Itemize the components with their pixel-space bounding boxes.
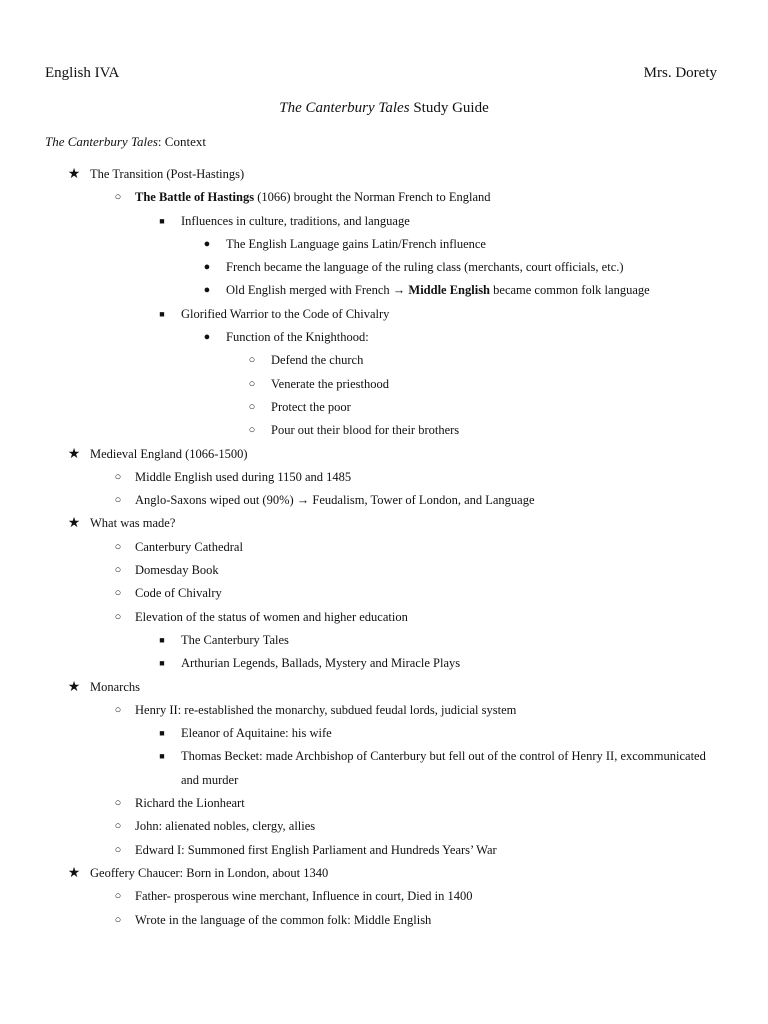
outline-item-text: [181, 722, 721, 745]
dot-bullet-icon: ●: [203, 284, 211, 297]
outline-item: [0, 186, 768, 209]
plain-text: French became the language of the ruling class (merchants, court officials, etc.): [226, 260, 624, 275]
square-bullet-icon: ■: [159, 308, 165, 319]
square-bullet-icon: ■: [159, 658, 165, 669]
outline-item: [0, 582, 768, 605]
circle-bullet-icon: ○: [114, 843, 122, 856]
outline-item-text: [271, 373, 768, 396]
plain-text: The Canterbury Tales: [181, 632, 289, 647]
plain-text: Father- prosperous wine merchant, Influence in court, Died in 1400: [135, 889, 473, 904]
outline-item: [0, 909, 768, 932]
circle-bullet-icon: ○: [114, 564, 122, 577]
outline-item: [0, 396, 768, 419]
plain-text: The English Language gains Latin/French influence: [226, 236, 486, 251]
plain-text: Pour out their blood for their brothers: [271, 423, 460, 438]
star-bullet-icon: ★: [67, 446, 81, 462]
plain-text: (1066) brought the Norman French to England: [254, 190, 491, 205]
circle-bullet-icon: ○: [114, 470, 122, 483]
outline-item-text: [135, 909, 675, 932]
plain-text: Influences in culture, traditions, and language: [181, 213, 410, 228]
circle-bullet-icon: ○: [114, 540, 122, 553]
plain-text: Old English merged with French →: [226, 283, 409, 298]
plain-text: Edward I: Summoned first English Parliament and Hundreds Years’ War: [135, 842, 497, 857]
outline-item-text: [226, 256, 766, 279]
plain-text: Middle English used during 1150 and 1485: [135, 469, 352, 484]
plain-text: Medieval England (1066-1500): [90, 446, 248, 461]
outline-item-text: [135, 536, 675, 559]
outline-item: [0, 885, 768, 908]
outline-item: [0, 629, 768, 652]
outline-item-text: [181, 303, 721, 326]
plain-text: Thomas Becket: made Archbishop of Canterbury but fell out of the control of Henry II, excommunicated and murder: [181, 749, 706, 787]
plain-text: Eleanor of Aquitaine: his wife: [181, 726, 332, 741]
outline-item-text: [135, 792, 675, 815]
teacher-name: Mrs. Dorety: [643, 65, 717, 81]
dot-bullet-icon: ●: [203, 331, 211, 344]
outline-item: [0, 512, 768, 535]
outline-item: [0, 489, 768, 512]
title-italic: The Canterbury Tales: [279, 100, 410, 116]
outline-item-text: [226, 279, 766, 302]
outline-item: [0, 303, 768, 326]
circle-bullet-icon: ○: [114, 890, 122, 903]
outline-item: [0, 466, 768, 489]
circle-bullet-icon: ○: [114, 494, 122, 507]
outline-item-text: [90, 443, 630, 466]
outline-item: [0, 862, 768, 885]
outline-item: [0, 745, 768, 792]
outline-item: [0, 373, 768, 396]
plain-text: Arthurian Legends, Ballads, Mystery and Miracle Plays: [181, 656, 461, 671]
section-heading: [45, 134, 206, 150]
outline-item: [0, 815, 768, 838]
square-bullet-icon: ■: [159, 751, 165, 762]
outline-item-text: [135, 559, 675, 582]
outline-item: [0, 233, 768, 256]
plain-text: Code of Chivalry: [135, 586, 222, 601]
circle-bullet-icon: ○: [114, 191, 122, 204]
course-name: English IVA: [45, 65, 120, 81]
circle-bullet-icon: ○: [114, 703, 122, 716]
outline-item-text: [135, 186, 675, 209]
outline-item: [0, 163, 768, 186]
circle-bullet-icon: ○: [114, 820, 122, 833]
outline-item: [0, 606, 768, 629]
circle-bullet-icon: ○: [114, 797, 122, 810]
star-bullet-icon: ★: [67, 865, 81, 881]
outline-item: [0, 210, 768, 233]
outline-item: [0, 792, 768, 815]
outline-item: [0, 722, 768, 745]
plain-text: Richard the Lionheart: [135, 796, 245, 811]
plain-text: Anglo-Saxons wiped out (90%) → Feudalism, Tower of London, and Language: [135, 493, 535, 508]
square-bullet-icon: ■: [159, 634, 165, 645]
plain-text: Function of the Knighthood:: [226, 330, 369, 345]
circle-bullet-icon: ○: [114, 587, 122, 600]
outline-item-text: [271, 419, 768, 442]
circle-bullet-icon: ○: [248, 424, 256, 437]
outline-item-text: [135, 606, 675, 629]
study-outline: [0, 163, 768, 932]
plain-text: Venerate the priesthood: [271, 376, 390, 391]
star-bullet-icon: ★: [67, 679, 81, 695]
section-heading-rest: : Context: [157, 134, 206, 149]
dot-bullet-icon: ●: [203, 237, 211, 250]
outline-item-text: [181, 210, 721, 233]
outline-item-text: [181, 652, 721, 675]
circle-bullet-icon: ○: [114, 610, 122, 623]
plain-text: Monarchs: [90, 679, 140, 694]
circle-bullet-icon: ○: [114, 913, 122, 926]
bold-term: Middle English: [408, 283, 491, 298]
section-heading-italic: The Canterbury Tales: [45, 134, 158, 149]
star-bullet-icon: ★: [67, 167, 81, 182]
outline-item-text: [135, 699, 675, 722]
plain-text: Protect the poor: [271, 399, 351, 414]
page-title: [0, 100, 768, 117]
square-bullet-icon: ■: [159, 728, 165, 739]
outline-item-text: [90, 676, 630, 699]
outline-item-text: [271, 349, 768, 372]
plain-text: Defend the church: [271, 353, 364, 368]
outline-item: [0, 349, 768, 372]
outline-item: [0, 652, 768, 675]
star-bullet-icon: ★: [67, 516, 81, 532]
outline-item: [0, 256, 768, 279]
plain-text: Elevation of the status of women and higher education: [135, 609, 408, 624]
outline-item: [0, 559, 768, 582]
circle-bullet-icon: ○: [248, 400, 256, 413]
outline-item-text: [90, 862, 630, 885]
outline-item-text: [226, 326, 766, 349]
title-rest: Study Guide: [409, 100, 489, 116]
outline-item: [0, 699, 768, 722]
outline-item: [0, 419, 768, 442]
outline-item-text: [135, 885, 675, 908]
square-bullet-icon: ■: [159, 215, 165, 226]
outline-item-text: [226, 233, 766, 256]
outline-item: [0, 279, 768, 302]
outline-item-text: [135, 489, 675, 512]
dot-bullet-icon: ●: [203, 261, 211, 274]
outline-item: [0, 326, 768, 349]
outline-item-text: [181, 745, 721, 792]
circle-bullet-icon: ○: [248, 354, 256, 367]
outline-item: [0, 839, 768, 862]
plain-text: John: alienated nobles, clergy, allies: [135, 819, 316, 834]
plain-text: What was made?: [90, 516, 176, 531]
outline-item-text: [181, 629, 721, 652]
outline-item-text: [135, 815, 675, 838]
outline-item-text: [90, 163, 630, 186]
outline-item: [0, 443, 768, 466]
bold-term: The Battle of Hastings: [135, 190, 255, 205]
outline-item-text: [90, 512, 630, 535]
plain-text: Henry II: re-established the monarchy, subdued feudal lords, judicial system: [135, 702, 517, 717]
plain-text: Canterbury Cathedral: [135, 539, 243, 554]
outline-item-text: [135, 839, 675, 862]
plain-text: became common folk language: [490, 283, 650, 298]
outline-item-text: [271, 396, 768, 419]
plain-text: Glorified Warrior to the Code of Chivalry: [181, 306, 390, 321]
outline-item: [0, 676, 768, 699]
plain-text: Wrote in the language of the common folk: Middle English: [135, 912, 432, 927]
plain-text: Geoffery Chaucer: Born in London, about 1340: [90, 865, 329, 880]
plain-text: Domesday Book: [135, 563, 219, 578]
outline-item-text: [135, 582, 675, 605]
circle-bullet-icon: ○: [248, 377, 256, 390]
outline-item-text: [135, 466, 675, 489]
outline-item: [0, 536, 768, 559]
plain-text: The Transition (Post-Hastings): [90, 167, 245, 181]
